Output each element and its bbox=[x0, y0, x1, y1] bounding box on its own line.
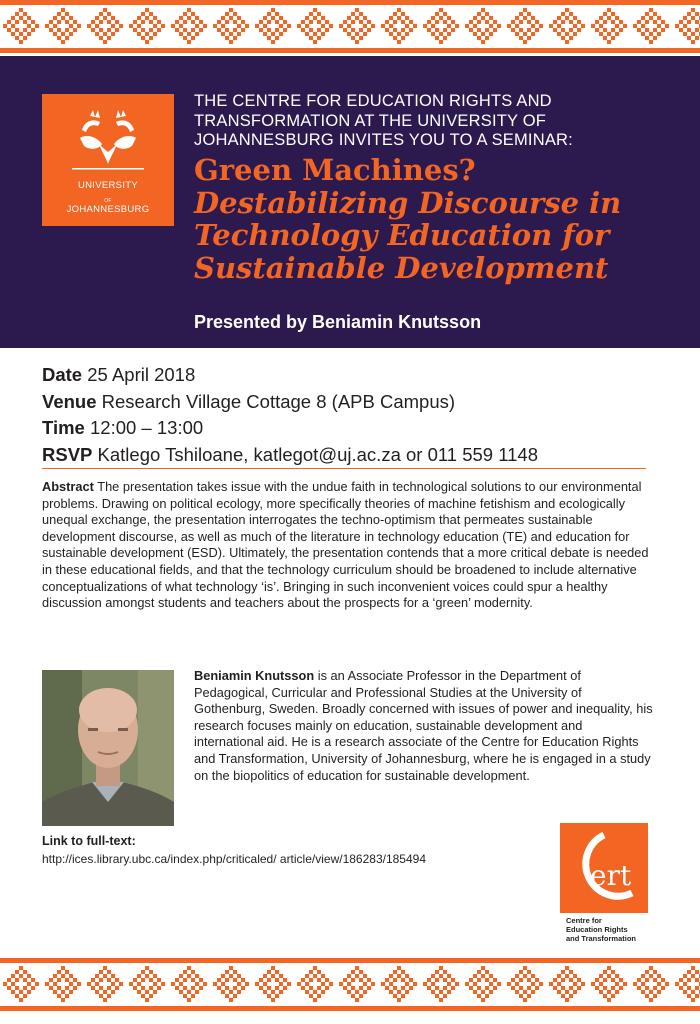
seminar-invitation-text: THE CENTRE FOR EDUCATION RIGHTS AND TRANSFORMATION AT THE UNIVERSITY OF JOHANNESBURG INVITES YOU TO A SEMINAR: bbox=[194, 92, 573, 149]
cert-logo-mark-icon bbox=[560, 823, 648, 913]
date-label: Date bbox=[42, 364, 83, 385]
full-text-link-label: Link to full-text: bbox=[42, 834, 136, 848]
of-label: OF bbox=[104, 198, 112, 204]
rsvp-value: Katlego Tshiloane, katlegot@uj.ac.za or 011 559 1148 bbox=[97, 443, 539, 465]
university-label: UNIVERSITY bbox=[77, 180, 138, 191]
venue-value: Research Village Cottage 8 (APB Campus) bbox=[101, 390, 456, 412]
seminar-title bbox=[194, 154, 684, 284]
seminar-title-main: Green Machines? bbox=[194, 153, 476, 187]
bio-text: is an Associate Professor in the Department of Pedagogical, Curricular and Professional Studies at the University of Gothenburg, Sweden. Broadly concerned with issues of power and inequality, his research focuses mainly on education, sustainable development and international aid. He is a research associate of the Centre for Education Rights and Transformation, University of Johannesburg, where he is engaged in a study on the biopolitics of education for sustainable development. bbox=[194, 668, 653, 783]
header-banner bbox=[0, 56, 700, 348]
top-decorative-border bbox=[0, 0, 700, 56]
time-value: 12:00 – 13:00 bbox=[90, 417, 204, 438]
johannesburg-label bbox=[42, 197, 174, 215]
abstract-label: Abstract bbox=[42, 479, 94, 494]
date-value: 25 April 2018 bbox=[87, 364, 196, 385]
bio-name: Beniamin Knutsson bbox=[194, 668, 315, 683]
abstract-text: The presentation takes issue with the undue faith in technological solutions to our environmental problems. Drawing on political ecology, more specifically theories of machine fetishism and ecologically unequal exchange, the presentation interrogates the techno-optimism that permeates sustainable development discourse, as well as much of the literature in technology education (TE) and education for sustainable development (ESD). Ultimately, the presentation contends that a more critical debate is needed in these educational fields, and that the technology curriculum should be broadened to include alternative conceptualizations of what technology ‘is’. Bringing in such inconvenient voices could spur a healthy discussion amongst students and teachers about the prospects for a ‘green’ modernity. bbox=[42, 479, 649, 611]
abstract-paragraph bbox=[42, 479, 652, 612]
event-details bbox=[42, 362, 662, 468]
cert-subtitle bbox=[566, 916, 656, 943]
venue-label: Venue bbox=[42, 390, 97, 412]
university-of-johannesburg-logo bbox=[42, 94, 174, 226]
presenter-line: Presented by Beniamin Knutsson bbox=[194, 312, 482, 332]
johannesburg-text: JOHANNESBURG bbox=[66, 204, 150, 215]
seminar-title-subtitle: Destabilizing Discourse in Technology Education for Sustainable Development bbox=[194, 185, 622, 285]
presenter-bio bbox=[194, 668, 654, 784]
time-label: Time bbox=[42, 417, 85, 438]
date-row bbox=[42, 362, 662, 389]
bottom-decorative-border bbox=[0, 958, 700, 1014]
cert-logo-text: ert bbox=[590, 859, 632, 892]
time-row bbox=[42, 415, 662, 442]
full-text-link[interactable]: http://ices.library.ubc.ca/index.php/criticaled/ article/view/186283/185494 bbox=[42, 852, 426, 866]
cert-subtitle-line-2: Education Rights bbox=[566, 925, 628, 934]
divider bbox=[42, 468, 646, 469]
cert-subtitle-line-1: Centre for bbox=[566, 916, 602, 925]
presenter-photo bbox=[42, 670, 174, 826]
cert-logo bbox=[560, 823, 648, 913]
rsvp-label: RSVP bbox=[42, 443, 93, 465]
venue-row bbox=[42, 389, 662, 416]
rsvp-row bbox=[42, 442, 662, 469]
uj-birds-emblem-icon bbox=[68, 108, 148, 178]
cert-subtitle-line-3: and Transformation bbox=[566, 934, 637, 943]
